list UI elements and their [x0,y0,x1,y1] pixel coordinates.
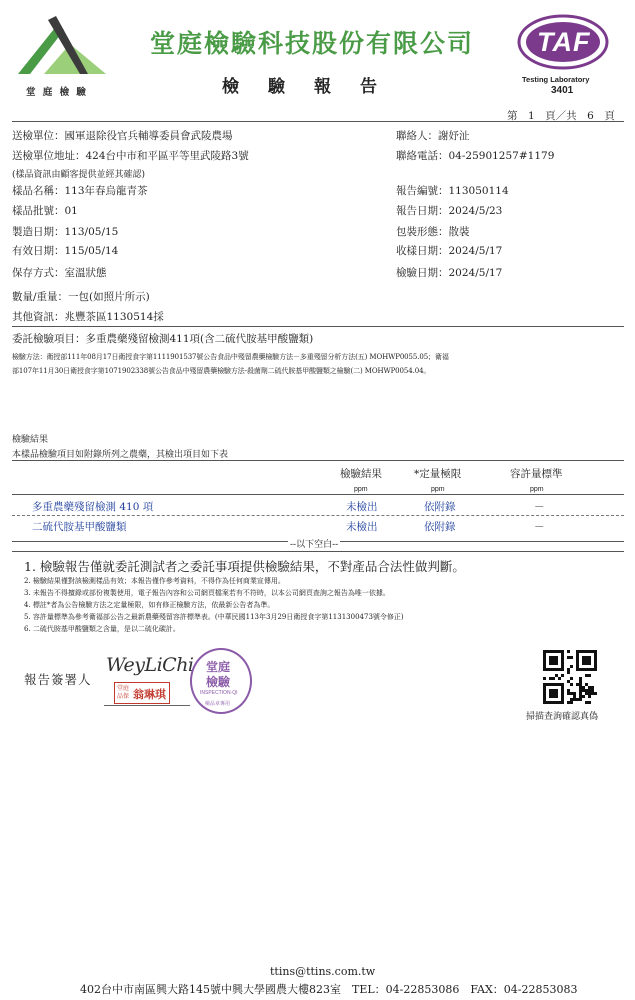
notes-top-line [12,551,624,552]
seal-title: 堂庭 品保 [117,685,130,700]
client-unit: 送檢單位：國軍退除役官兵輔導委員會武陵農場 [12,130,233,142]
sample-batch: 樣品批號：01 [12,205,78,217]
handwritten-signature: WeyLiChi [106,654,194,676]
qr-code-icon [543,650,597,704]
row-item: 二硫代胺基甲酸鹽類 [32,521,127,533]
results-heading: 檢驗結果 [12,435,49,445]
storage-method: 保存方式：室溫狀態 [12,267,107,279]
col-mrl-header: 容許量標準 [510,468,563,480]
contact-phone: 聯絡電話：04-25901257#1179 [396,150,555,162]
col-result-header: 檢驗結果 [340,468,382,480]
qr-label: 掃描查詢確認真偽 [526,712,599,722]
row-mrl: － [534,501,545,513]
footer-address: 402台中市南區興大路145號中興大學國農大樓823室 TEL：04-22853086 FAX：04-22853083 [80,983,578,996]
unit-result: ppm [354,486,368,493]
stamp-en: INSPECTION·QI [200,690,238,696]
footer-email: ttins@ttins.com.tw [270,965,376,978]
report-number: 報告編號：113050114 [396,185,509,197]
row-item: 多重農藥殘留檢測 410 項 [32,501,154,513]
row-mrl: － [534,521,545,533]
blank-note: --以下空白-- [288,537,340,550]
test-method-line2: 部107年11月30日衛授食字第1071902338號公告食品中殘留農藥檢驗方法-殺菌劑二硫代胺基甲酸鹽類之檢驗(二) MOHWP0054.04。 [12,367,431,375]
receive-date: 收樣日期：2024/5/17 [396,245,503,257]
logo-mark-icon [10,12,110,84]
taf-number: 3401 [551,85,574,96]
other-info: 其他資訊：兆豐茶區1130514採 [12,311,164,323]
note-item: 5. 容許量標準為參考衛福部公告之最新農藥殘留容許標準表。(中華民國113年3月29日衛授食字第1131300473號令修正) [24,613,404,621]
manufacture-date: 製造日期：113/05/15 [12,226,119,238]
sample-info-note: (樣品資訊由顧客提供並經其確認) [12,170,146,180]
row-result: 未檢出 [346,501,378,513]
row-loq: 依附錄 [424,501,456,513]
test-items: 委託檢驗項目：多重農藥殘留檢測411項(含二硫代胺基甲酸鹽類) [12,333,314,345]
stamp-top: 堂庭 [206,660,231,674]
company-logo [10,12,110,100]
taf-logo [515,12,611,100]
signature-line [104,705,190,706]
results-subheading: 本樣品檢驗項目如附錄所列之農藥，其檢出項目如下表 [12,450,229,460]
table-header-line [12,494,624,495]
sample-name: 樣品名稱：113年春烏龍青茶 [12,185,148,197]
row-loq: 依附錄 [424,521,456,533]
signer-label: 報告簽署人 [24,672,92,687]
test-date: 檢驗日期：2024/5/17 [396,267,503,279]
report-title: 檢 驗 報 告 [222,77,383,97]
report-date: 報告日期：2024/5/23 [396,205,503,217]
inspection-stamp [190,648,252,714]
stamp-bottom: 檢品章專用 [205,701,231,707]
note-main: 1. 檢驗報告僅就委託測試者之委託事項提供檢驗結果，不對產品合法性做判斷。 [24,559,465,574]
taf-text: TAF [537,27,591,57]
note-item: 3. 未報告不得擅錄或部份複製使用，電子報告內容和公司網頁檔案若有不符時，以本公司網頁查詢之報告為唯一依據。 [24,589,390,597]
col-loq-header: *定量極限 [414,468,462,480]
test-method-line1: 檢驗方法：衛授部111年08月17日衛授食字第1111901537號公告食品中殘留農藥檢驗方法－多重殘留分析方法(五) MOHWP0055.05；衛福 [12,353,449,361]
unit-loq: ppm [431,486,445,493]
info-divider [12,326,624,327]
package-type: 包裝形態：散裝 [396,226,470,238]
contact-person: 聯絡人：謝妤沚 [396,130,470,142]
note-item: 2. 檢驗結果僅對該檢測樣品有效；本報告僅作參考資料，不得作為任何商業宣傳用。 [24,577,285,585]
table-top-line [12,460,624,461]
verification-qr[interactable] [543,650,597,704]
taf-lab-label: Testing Laboratory [522,75,590,84]
unit-mrl: ppm [530,486,544,493]
seal-name: 翁琳琪 [133,688,166,701]
page-info: 第 1 頁／共 6 頁 [507,110,615,122]
client-address: 送檢單位地址：424台中市和平區平等里武陵路3號 [12,150,249,162]
expiry-date: 有效日期：115/05/14 [12,245,119,257]
note-item: 6. 二硫代胺基甲酸鹽類之含量，是以二硫化碳計。 [24,625,180,633]
row-divider [12,515,624,516]
quantity-weight: 數量/重量：一包(如照片所示) [12,291,150,303]
signer-seal [114,682,170,704]
company-logo-text: 堂 庭 檢 驗 [26,87,88,98]
row-result: 未檢出 [346,521,378,533]
header-divider [12,121,624,122]
note-item: 4. 標註*者為公告檢驗方法之定量極限，如有修正檢驗方法，依最新公告者為準。 [24,601,275,609]
stamp-mid: 檢驗 [206,675,231,689]
company-name: 堂庭檢驗科技股份有限公司 [150,29,475,58]
